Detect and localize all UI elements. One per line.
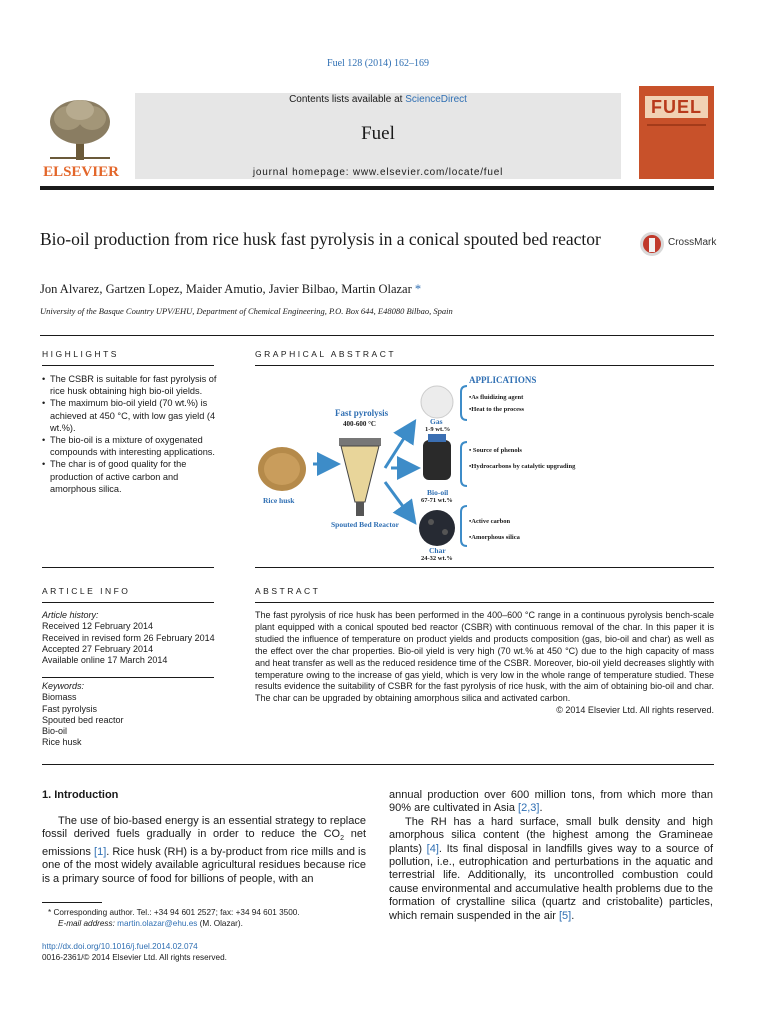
intro-text: . Rice husk (RH) is a by-product from rice mills and is one of the most widely available agricultural residues because rice is a primary source of food for billions of people, with an [42, 846, 366, 885]
history-item: Available online 17 March 2014 [42, 655, 168, 666]
intro-text: . Its final disposal in landfills gives way to a source of pollution, i.e., eutrophication and perturbations in the aquatic and terrestrial life. Additionally, its uncontrolled combustion could cause environmental and accumulative health problems due to the formation of crystalline silica (quartz and cristobalite) particles, which remain suspended in the air [389, 842, 713, 922]
keyword-item: Spouted bed reactor [42, 714, 124, 725]
email-label: E-mail address: [58, 919, 118, 928]
reference-link[interactable]: [1] [94, 846, 107, 858]
journal-homepage[interactable]: journal homepage: www.elsevier.com/locate/fuel [252, 167, 504, 178]
keywords-label: Keywords: [42, 681, 85, 691]
graphical-abstract-figure [255, 372, 715, 566]
char-applications [469, 514, 520, 546]
issn-line: 0016-2361/© 2014 Elsevier Ltd. All rights reserved. [42, 953, 227, 962]
corresponding-author-mark[interactable]: * [414, 282, 422, 296]
intro-text: net emissions [42, 828, 367, 858]
header-rule [40, 186, 714, 190]
article-info-rule [42, 602, 214, 603]
intro-text: . [539, 802, 543, 815]
abstract-text: The fast pyrolysis of rice husk has been performed in the 400–600 °C range in a continuous pyrolysis bench-scale plant equipped with a conical spouted bed reactor (CSBR) with continuous removal of the char. In this paper it is studied the influence of temperature on product yields and products composition (gas, bio-oil and char) as well as the effect over the char properties. Bio-oil yield is very high (70 wt.% at 450 °C) due to the high capacity of mass and heat transfer as well as the reduced residence time of the CSBR. Moreover, bio-oil yield decreases slightly with temperature owing to the increase of gas yield, which is very low in the whole range of temperature studied. These results evidence the suitability of CSBR for the fast pyrolysis of rice husk, with the aim of obtaining bio-oil and char. The char can be upgraded by obtaining amorphous silica and activated carbon. [255, 610, 714, 704]
intro-right-column [389, 789, 713, 923]
history-item: Accepted 27 February 2014 [42, 643, 154, 654]
biooil-yield-label: 67-71 wt.% [421, 497, 453, 504]
abstract-end-rule [42, 764, 714, 765]
sciencedirect-link[interactable]: ScienceDirect [405, 94, 467, 105]
contents-prefix: Contents lists available at [289, 94, 406, 105]
keyword-item: Rice husk [42, 737, 82, 748]
section-rule [40, 335, 714, 336]
crossmark-icon [639, 229, 669, 259]
highlights-heading: HIGHLIGHTS [42, 349, 119, 359]
email-line [48, 918, 368, 929]
intro-paragraph [389, 816, 713, 923]
gas-application-item: •Heat to the process [469, 406, 525, 413]
intro-text: The use of bio-based energy is an essential strategy to replace fossil derived fuels gradually in order to reduce the CO [42, 815, 366, 841]
crossmark-badge[interactable] [639, 229, 717, 259]
keywords-rule [42, 677, 214, 678]
introduction-heading: 1. Introduction [42, 789, 119, 801]
biooil-applications [469, 446, 579, 471]
intro-text: . [571, 909, 575, 922]
reference-link[interactable]: [2,3] [518, 802, 540, 815]
fast-pyrolysis-label: Fast pyrolysis [335, 408, 389, 418]
keyword-item: Biomass [42, 692, 77, 703]
email-suffix: (M. Olazar). [197, 919, 243, 928]
applications-label: APPLICATIONS [469, 375, 537, 385]
graphical-abstract-end-rule [255, 567, 714, 568]
abstract-rule [255, 602, 714, 603]
contents-line [135, 94, 621, 105]
corresponding-author-footnote [48, 907, 368, 929]
abstract-copyright: © 2014 Elsevier Ltd. All rights reserved. [556, 705, 714, 716]
doi-link[interactable]: http://dx.doi.org/10.1016/j.fuel.2014.02.074 [42, 942, 198, 951]
biooil-label: Bio-oil [427, 488, 449, 497]
article-history-label: Article history: [42, 610, 99, 620]
article-info-heading: ARTICLE INFO [42, 586, 131, 596]
highlight-item: • The bio-oil is a mixture of oxygenated compounds with interesting applications. [42, 434, 222, 458]
history-item: Received in revised form 26 February 2014 [42, 632, 215, 643]
rice-husk-label: Rice husk [263, 496, 295, 505]
gas-application-item: •As fluidizing agent [469, 394, 524, 401]
footnote-rule [42, 902, 102, 903]
highlights-rule [42, 365, 214, 366]
char-application-item: •Active carbon [469, 518, 511, 525]
article-history [42, 610, 232, 666]
history-item: Received 12 February 2014 [42, 621, 154, 632]
highlight-item: • The CSBR is suitable for fast pyrolysis of rice husk obtaining high bio-oil yields. [42, 373, 222, 397]
biooil-application-item: • Source of phenols [469, 447, 522, 454]
keyword-item: Fast pyrolysis [42, 703, 98, 714]
journal-citation[interactable]: Fuel 128 (2014) 162–169 [327, 58, 429, 69]
article-title: Bio-oil production from rice husk fast pyrolysis in a conical spouted bed reactor [40, 229, 601, 249]
subscript: 2 [340, 835, 345, 843]
elsevier-wordmark: ELSEVIER [43, 164, 119, 178]
highlights-end-rule [42, 567, 214, 568]
journal-name: Fuel [361, 123, 395, 144]
abstract-heading: ABSTRACT [255, 586, 321, 596]
crossmark-label: CrossMark [668, 237, 717, 248]
email-link[interactable]: martin.olazar@ehu.es [117, 919, 198, 928]
highlights-list [42, 373, 222, 495]
reactor-label: Spouted Bed Reactor [331, 520, 399, 529]
keyword-item: Bio-oil [42, 726, 68, 737]
gas-yield-label: 1-9 wt.% [425, 426, 451, 433]
authors-text: Jon Alvarez, Gartzen Lopez, Maider Amutio, Javier Bilbao, Martin Olazar [40, 282, 412, 296]
abstract-body [255, 610, 714, 717]
keywords [42, 681, 214, 749]
reference-link[interactable]: [4] [426, 842, 439, 855]
graphical-abstract-rule [255, 365, 714, 366]
char-application-item: •Amorphous silica [469, 534, 520, 541]
highlight-item: • The maximum bio-oil yield (70 wt.%) is achieved at 450 °C, with low gas yield (4 wt.%). [42, 397, 222, 434]
author-list [40, 282, 680, 297]
highlight-item: • The char is of good quality for the production of active carbon and amorphous silica. [42, 458, 222, 495]
gas-label: Gas [430, 417, 443, 426]
intro-left-column [42, 815, 366, 886]
elsevier-logo [40, 96, 122, 178]
intro-text: annual production over 600 million tons, from which more than 90% are cultivated in Asia [389, 789, 713, 815]
char-yield-label: 24-32 wt.% [421, 555, 453, 562]
corresponding-author-contact: * Corresponding author. Tel.: +34 94 601 2527; fax: +34 94 601 3500. [48, 908, 300, 917]
doi-block [42, 941, 362, 963]
intro-paragraph [389, 789, 713, 816]
reference-link[interactable]: [5] [558, 909, 572, 922]
intro-text: The RH has a hard surface, small bulk density and high amorphous silica content (the highest among the Gramineae plants) [389, 815, 713, 855]
graphical-abstract-heading: GRAPHICAL ABSTRACT [255, 349, 397, 359]
journal-cover [639, 86, 714, 179]
intro-paragraph [42, 815, 366, 886]
biooil-application-item: •Hydrocarbons by catalytic upgrading [469, 462, 576, 470]
temperature-label: 400-600 °C [343, 420, 376, 428]
gas-applications [469, 392, 524, 416]
affiliation: University of the Basque Country UPV/EHU, Department of Chemical Engineering, P.O. Box 644, E48080 Bilbao, Spain [40, 306, 453, 316]
char-label: Char [429, 546, 446, 555]
cover-title: FUEL [651, 97, 702, 117]
